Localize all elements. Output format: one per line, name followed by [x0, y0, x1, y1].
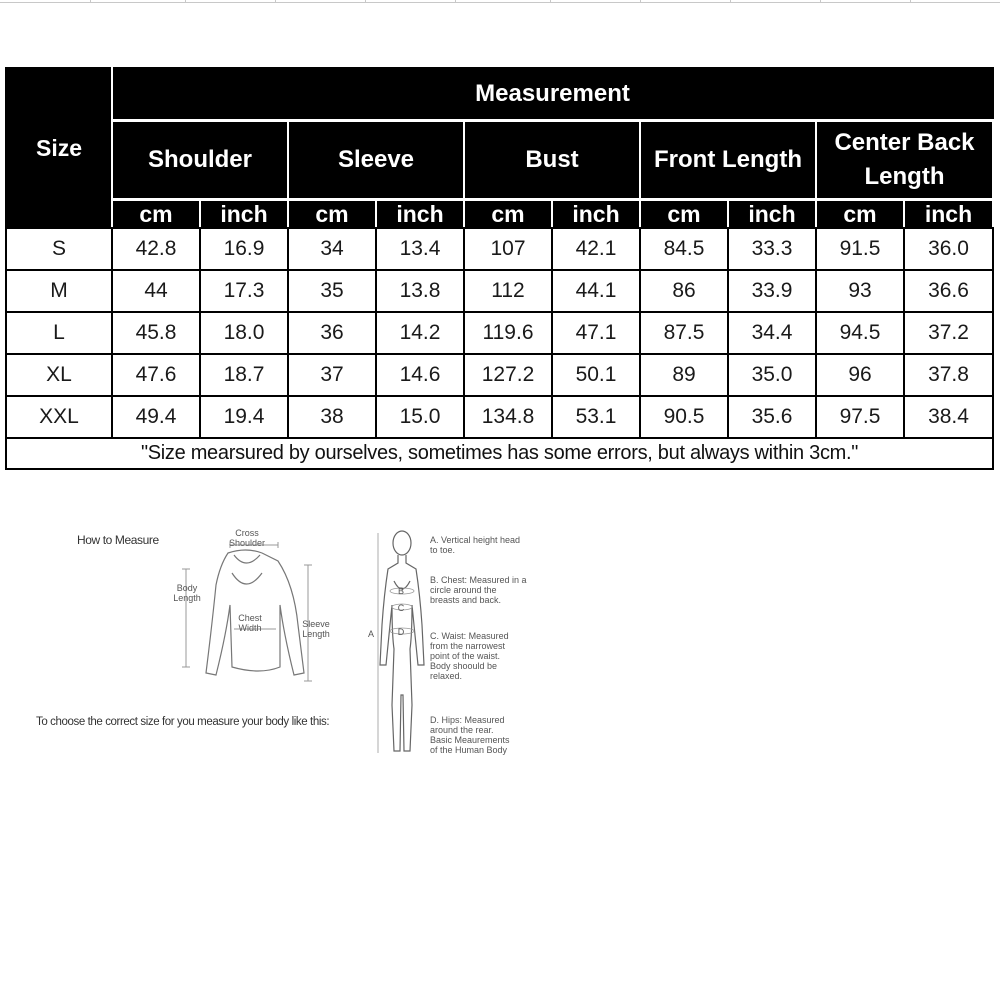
body-length-label: Body Length [173, 583, 201, 603]
chest-width-label: Chest Width [238, 613, 262, 633]
size-cell: XL [6, 354, 112, 396]
measurement-cell: 36.6 [904, 270, 993, 312]
front-length-header: Front Length [640, 121, 816, 200]
measurement-cell: 86 [640, 270, 728, 312]
measurement-header: Measurement [112, 68, 993, 121]
sleeve-length-label: Sleeve Length [302, 619, 330, 639]
measurement-cell: 93 [816, 270, 904, 312]
note-b: B. Chest: Measured in a circle around the breasts and back. [430, 575, 527, 605]
measurement-cell: 35.6 [728, 396, 816, 438]
measurement-cell: 134.8 [464, 396, 552, 438]
table-row [6, 270, 993, 312]
measurement-cell: 47.6 [112, 354, 200, 396]
measurement-cell: 37.8 [904, 354, 993, 396]
shirt-measure-diagram [170, 525, 350, 695]
measurement-cell: 16.9 [200, 228, 288, 270]
measurement-cell: 49.4 [112, 396, 200, 438]
table-row [6, 228, 993, 270]
size-cell: XXL [6, 396, 112, 438]
measurement-cell: 42.8 [112, 228, 200, 270]
measurement-cell: 38.4 [904, 396, 993, 438]
measurement-cell: 84.5 [640, 228, 728, 270]
measurement-cell: 112 [464, 270, 552, 312]
table-row [6, 396, 993, 438]
measurement-cell: 127.2 [464, 354, 552, 396]
note-d: D. Hips: Measured around the rear. Basic Meaurements of the Human Body [430, 715, 510, 755]
measurement-cell: 44.1 [552, 270, 640, 312]
measurement-cell: 34 [288, 228, 376, 270]
unit-header-inch: inch [200, 200, 288, 229]
shoulder-header: Shoulder [112, 121, 288, 200]
measurement-cell: 90.5 [640, 396, 728, 438]
sleeve-header: Sleeve [288, 121, 464, 200]
size-cell: M [6, 270, 112, 312]
size-note: "Size mearsured by ourselves, sometimes has some errors, but always within 3cm." [6, 438, 993, 469]
unit-header-cm: cm [640, 200, 728, 229]
measurement-cell: 35 [288, 270, 376, 312]
marker-c: C [397, 603, 405, 613]
guide-instruction: To choose the correct size for you measure your body like this: [36, 716, 330, 728]
measurement-cell: 14.2 [376, 312, 464, 354]
measurement-cell: 89 [640, 354, 728, 396]
measurement-cell: 96 [816, 354, 904, 396]
unit-header-inch: inch [376, 200, 464, 229]
measurement-cell: 18.0 [200, 312, 288, 354]
unit-header-cm: cm [288, 200, 376, 229]
cross-shoulder-label: Cross Shoulder [228, 528, 266, 548]
unit-header-inch: inch [904, 200, 993, 229]
measurement-cell: 53.1 [552, 396, 640, 438]
measurement-cell: 37.2 [904, 312, 993, 354]
measurement-cell: 35.0 [728, 354, 816, 396]
measurement-cell: 13.4 [376, 228, 464, 270]
size-column-header: Size [6, 68, 112, 228]
measurement-cell: 15.0 [376, 396, 464, 438]
measurement-cell: 94.5 [816, 312, 904, 354]
center-back-length-header: Center Back Length [816, 121, 993, 200]
measurement-cell: 107 [464, 228, 552, 270]
how-to-measure-guide [30, 525, 570, 775]
measurement-cell: 37 [288, 354, 376, 396]
size-cell: S [6, 228, 112, 270]
measurement-cell: 42.1 [552, 228, 640, 270]
measurement-cell: 50.1 [552, 354, 640, 396]
measurement-cell: 14.6 [376, 354, 464, 396]
marker-d: D [397, 627, 405, 637]
measurement-cell: 91.5 [816, 228, 904, 270]
size-cell: L [6, 312, 112, 354]
measurement-cell: 87.5 [640, 312, 728, 354]
bust-header: Bust [464, 121, 640, 200]
measurement-cell: 97.5 [816, 396, 904, 438]
marker-a: A [367, 629, 374, 639]
measurement-cell: 36.0 [904, 228, 993, 270]
unit-header-cm: cm [464, 200, 552, 229]
measurement-cell: 17.3 [200, 270, 288, 312]
note-c: C. Waist: Measured from the narrowest point of the waist. Body shoould be relaxed. [430, 631, 509, 681]
measurement-cell: 38 [288, 396, 376, 438]
measurement-cell: 33.3 [728, 228, 816, 270]
measurement-cell: 36 [288, 312, 376, 354]
table-row [6, 354, 993, 396]
measurement-cell: 33.9 [728, 270, 816, 312]
measurement-cell: 45.8 [112, 312, 200, 354]
measurement-cell: 119.6 [464, 312, 552, 354]
measurement-cell: 44 [112, 270, 200, 312]
unit-header-cm: cm [816, 200, 904, 229]
measurement-cell: 34.4 [728, 312, 816, 354]
measurement-cell: 19.4 [200, 396, 288, 438]
table-row [6, 312, 993, 354]
size-chart-table [5, 67, 994, 470]
spreadsheet-gridlines [0, 0, 1000, 6]
guide-title: How to Measure [77, 533, 159, 547]
marker-b: B [397, 586, 404, 596]
measurement-cell: 47.1 [552, 312, 640, 354]
measurement-cell: 13.8 [376, 270, 464, 312]
unit-header-cm: cm [112, 200, 200, 229]
unit-header-inch: inch [552, 200, 640, 229]
unit-header-inch: inch [728, 200, 816, 229]
note-a: A. Vertical height head to toe. [430, 535, 521, 555]
measurement-cell: 18.7 [200, 354, 288, 396]
body-figure-diagram [370, 525, 430, 765]
